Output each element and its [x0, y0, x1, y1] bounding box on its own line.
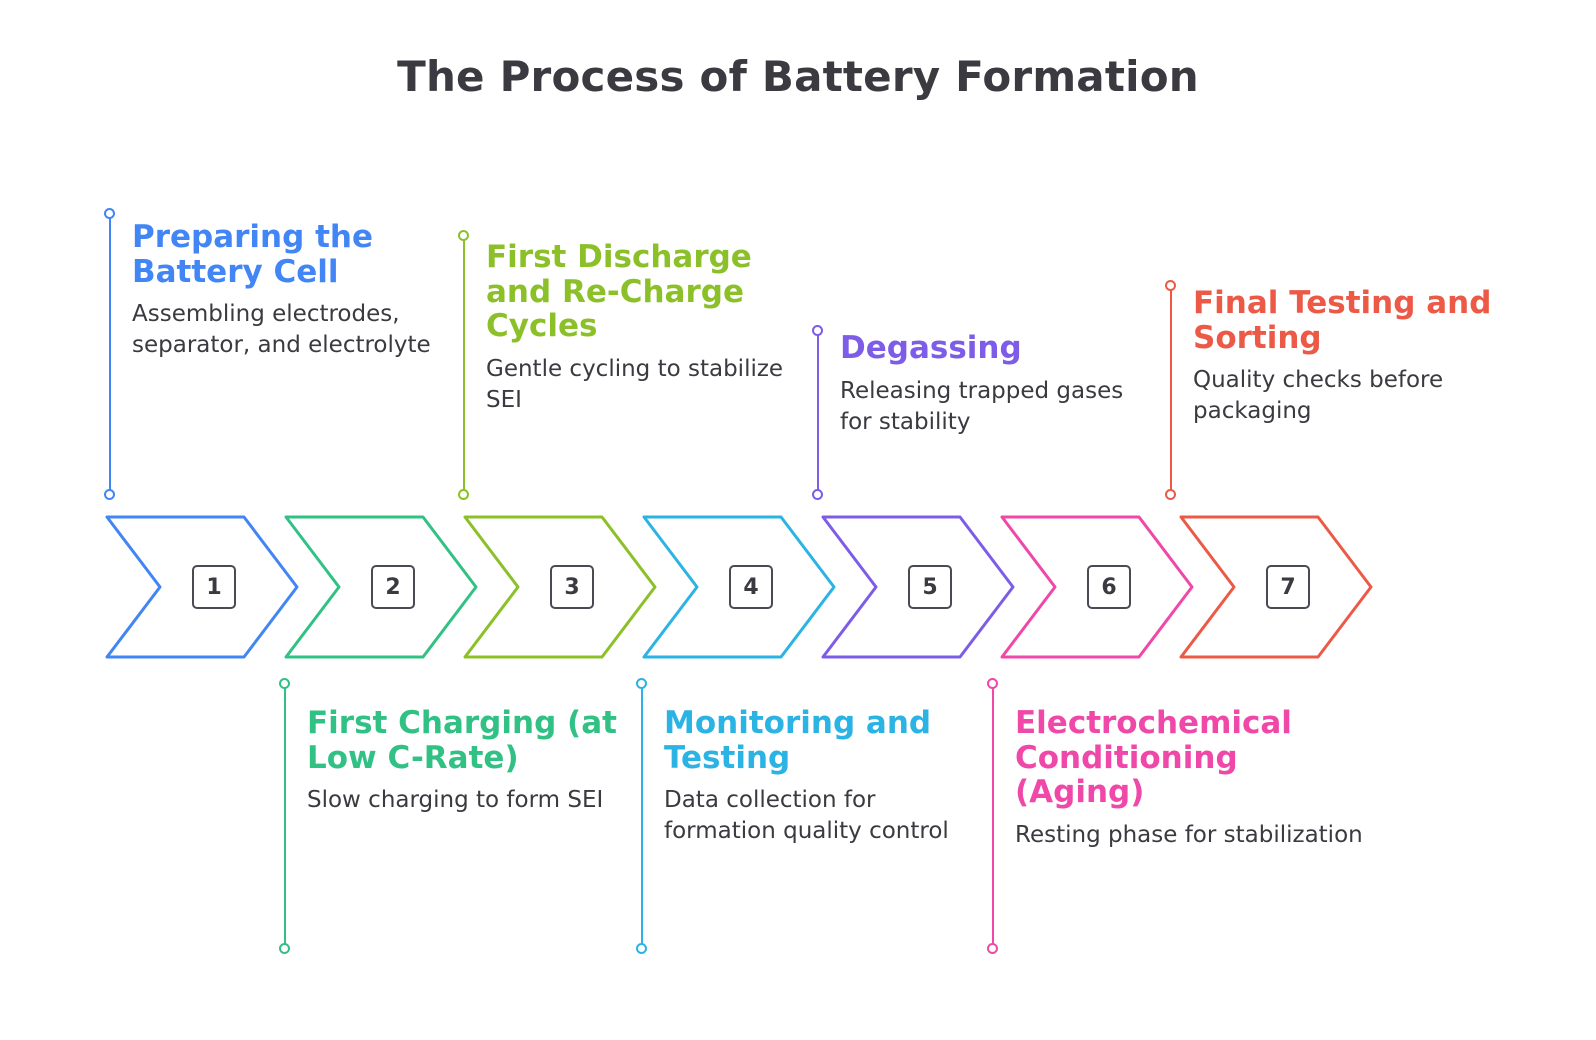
callout-text — [132, 220, 462, 362]
callout-heading: Final Testing and Sorting — [1193, 285, 1492, 356]
chevron-step-5[interactable] — [820, 514, 1016, 660]
connector-dot-bottom — [636, 943, 647, 954]
callout-heading: Degassing — [840, 330, 1022, 366]
connector-stem — [641, 684, 644, 948]
callout-description: Quality checks before packaging — [1193, 367, 1444, 425]
connector-dot-bottom — [987, 943, 998, 954]
connector-line — [277, 678, 291, 954]
connector-dot-bottom — [458, 489, 469, 500]
connector-dot-top — [279, 678, 290, 689]
connector-stem — [109, 214, 112, 494]
callout-step-1 — [102, 208, 432, 500]
chevron-step-3[interactable] — [462, 514, 658, 660]
chevron-step-strip — [104, 514, 1504, 660]
callout-heading: Preparing the Battery Cell — [132, 219, 374, 290]
callout-step-3 — [456, 230, 786, 500]
callout-description: Releasing trapped gases for stability — [840, 377, 1124, 435]
callout-step-5 — [810, 325, 1124, 500]
connector-dot-top — [458, 230, 469, 241]
connector-stem — [284, 684, 287, 948]
step-number-badge: 4 — [729, 565, 773, 609]
callout-step-2 — [277, 678, 617, 954]
chevron-step-1[interactable] — [104, 514, 300, 660]
connector-stem — [992, 684, 995, 948]
callout-text — [1193, 286, 1523, 428]
connector-dot-top — [812, 325, 823, 336]
callout-step-7 — [1163, 280, 1493, 500]
step-number-badge: 3 — [550, 565, 594, 609]
connector-dot-top — [1165, 280, 1176, 291]
page-title: The Process of Battery Formation — [397, 52, 1199, 101]
callout-description: Resting phase for stabilization — [1015, 822, 1363, 849]
connector-dot-bottom — [1165, 489, 1176, 500]
callout-heading: First Discharge and Re-Charge Cycles — [486, 239, 752, 345]
chevron-step-7[interactable] — [1178, 514, 1374, 660]
connector-line — [985, 678, 999, 954]
callout-text — [1015, 706, 1375, 851]
connector-line — [810, 325, 824, 500]
step-number-badge: 5 — [908, 565, 952, 609]
connector-dot-top — [636, 678, 647, 689]
callout-text — [840, 331, 1140, 438]
connector-stem — [463, 236, 466, 494]
connector-dot-top — [104, 208, 115, 219]
chevron-step-4[interactable] — [641, 514, 837, 660]
callout-text — [486, 240, 816, 416]
chevron-step-2[interactable] — [283, 514, 479, 660]
callout-step-6 — [985, 678, 1363, 954]
connector-line — [1163, 280, 1177, 500]
callout-text — [307, 706, 637, 816]
step-number-badge: 7 — [1266, 565, 1310, 609]
connector-stem — [1170, 286, 1173, 494]
callout-heading: Monitoring and Testing — [664, 705, 932, 776]
connector-dot-bottom — [812, 489, 823, 500]
callout-step-4 — [634, 678, 954, 954]
connector-dot-bottom — [279, 943, 290, 954]
chevron-step-6[interactable] — [999, 514, 1195, 660]
callout-description: Assembling electrodes, separator, and electrolyte — [132, 301, 431, 359]
connector-line — [102, 208, 116, 500]
callout-text — [664, 706, 984, 848]
connector-dot-bottom — [104, 489, 115, 500]
connector-line — [456, 230, 470, 500]
step-number-badge: 1 — [192, 565, 236, 609]
step-number-badge: 6 — [1087, 565, 1131, 609]
step-number-badge: 2 — [371, 565, 415, 609]
callout-description: Data collection for formation quality control — [664, 787, 949, 845]
connector-dot-top — [987, 678, 998, 689]
connector-stem — [817, 331, 820, 494]
callout-heading: Electrochemical Conditioning (Aging) — [1015, 705, 1292, 811]
callout-heading: First Charging (at Low C-Rate) — [307, 705, 617, 776]
callout-description: Slow charging to form SEI — [307, 787, 604, 814]
connector-line — [634, 678, 648, 954]
callout-description: Gentle cycling to stabilize SEI — [486, 356, 784, 414]
